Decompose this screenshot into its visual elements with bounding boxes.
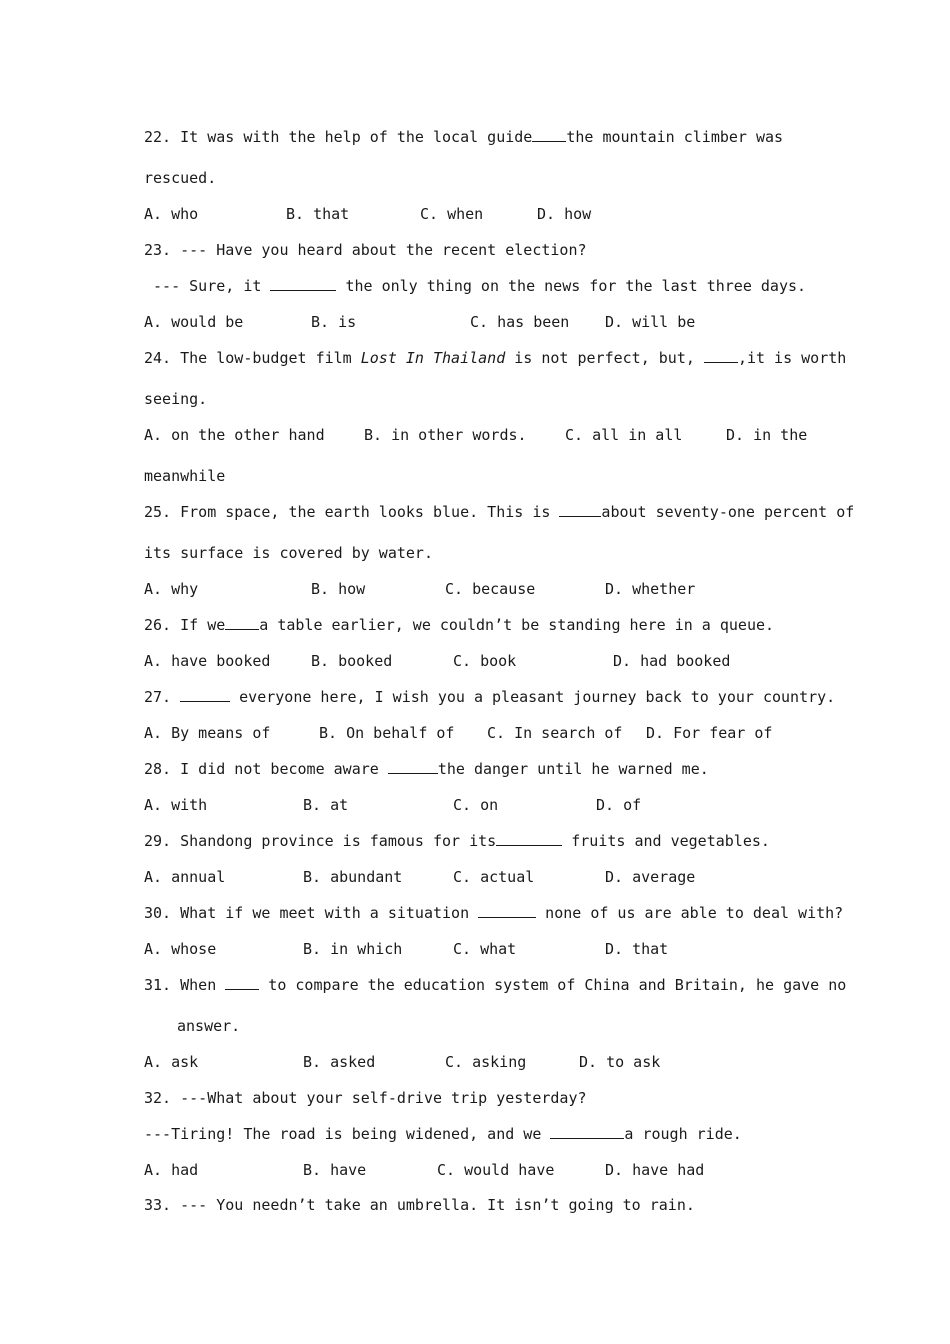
question-30-stem: 30. What if we meet with a situation none of us are able to deal with?: [144, 904, 844, 922]
option-b: B. is: [311, 313, 357, 331]
option-c: C. book: [453, 652, 517, 670]
answer-blank: [559, 502, 601, 517]
option-b: B. that: [286, 205, 350, 223]
question-25-stem-cont: its surface is covered by water.: [144, 544, 433, 562]
answer-blank: [225, 975, 259, 990]
option-d: D. to ask: [579, 1053, 661, 1071]
option-d: D. how: [537, 205, 592, 223]
option-b: B. how: [311, 580, 366, 598]
question-31-stem-cont: answer.: [177, 1017, 241, 1035]
option-d-cont: meanwhile: [144, 467, 226, 485]
option-c: C. when: [420, 205, 484, 223]
option-d: D. will be: [605, 313, 696, 331]
option-a: A. whose: [144, 940, 217, 958]
question-24-stem: 24. The low-budget film Lost In Thailand is not perfect, but, ,it is worth: [144, 349, 847, 367]
option-c: C. would have: [437, 1161, 555, 1179]
question-25-stem: 25. From space, the earth looks blue. This is about seventy-one percent of: [144, 503, 855, 521]
answer-blank: [180, 687, 230, 702]
question-27-stem: 27. everyone here, I wish you a pleasant journey back to your country.: [144, 688, 836, 706]
question-29-stem: 29. Shandong province is famous for its fruits and vegetables.: [144, 832, 770, 850]
option-b: B. at: [303, 796, 349, 814]
question-23-stem: 23. --- Have you heard about the recent election?: [144, 241, 587, 259]
option-a: A. with: [144, 796, 208, 814]
question-32-reply: ---Tiring! The road is being widened, and we a rough ride.: [144, 1125, 742, 1143]
option-d: D. For fear of: [646, 724, 773, 742]
option-c: C. all in all: [565, 426, 683, 444]
option-d: D. whether: [605, 580, 696, 598]
question-23-reply: --- Sure, it the only thing on the news for the last three days.: [144, 277, 807, 295]
option-c: C. on: [453, 796, 499, 814]
question-24-stem-cont: seeing.: [144, 390, 208, 408]
option-b: B. On behalf of: [319, 724, 455, 742]
answer-blank: [225, 615, 259, 630]
question-26-stem: 26. If we a table earlier, we couldn’t be standing here in a queue.: [144, 616, 775, 634]
option-b: B. abundant: [303, 868, 403, 886]
question-28-stem: 28. I did not become aware the danger until he warned me.: [144, 760, 709, 778]
option-b: B. in other words.: [364, 426, 527, 444]
option-c: C. In search of: [487, 724, 623, 742]
option-c: C. what: [453, 940, 517, 958]
question-31-stem: 31. When to compare the education system of China and Britain, he gave no: [144, 976, 847, 994]
answer-blank: [478, 903, 536, 918]
option-a: A. on the other hand: [144, 426, 325, 444]
option-a: A. had: [144, 1161, 199, 1179]
question-32-stem: 32. ---What about your self-drive trip yesterday?: [144, 1089, 587, 1107]
option-a: A. have booked: [144, 652, 271, 670]
option-a: A. would be: [144, 313, 244, 331]
answer-blank: [550, 1124, 624, 1139]
answer-blank: [532, 127, 566, 142]
option-a: A. By means of: [144, 724, 271, 742]
option-c: C. because: [445, 580, 536, 598]
answer-blank: [388, 759, 438, 774]
question-22-stem-cont: rescued.: [144, 169, 217, 187]
option-d: D. in the: [726, 426, 808, 444]
answer-blank: [496, 831, 562, 846]
option-d: D. have had: [605, 1161, 705, 1179]
option-b: B. in which: [303, 940, 403, 958]
film-title: Lost In Thailand: [360, 349, 506, 367]
option-b: B. booked: [311, 652, 393, 670]
option-d: D. of: [596, 796, 642, 814]
option-b: B. have: [303, 1161, 367, 1179]
option-d: D. had booked: [613, 652, 731, 670]
option-a: A. ask: [144, 1053, 199, 1071]
option-b: B. asked: [303, 1053, 376, 1071]
answer-blank: [704, 348, 738, 363]
option-a: A. why: [144, 580, 199, 598]
answer-blank: [270, 276, 336, 291]
question-22-stem: 22. It was with the help of the local guide the mountain climber was: [144, 128, 784, 146]
option-c: C. has been: [470, 313, 570, 331]
option-c: C. actual: [453, 868, 535, 886]
option-d: D. that: [605, 940, 669, 958]
question-33-stem: 33. --- You needn’t take an umbrella. It isn’t going to rain.: [144, 1196, 695, 1214]
option-a: A. annual: [144, 868, 226, 886]
option-a: A. who: [144, 205, 199, 223]
option-c: C. asking: [445, 1053, 527, 1071]
option-d: D. average: [605, 868, 696, 886]
